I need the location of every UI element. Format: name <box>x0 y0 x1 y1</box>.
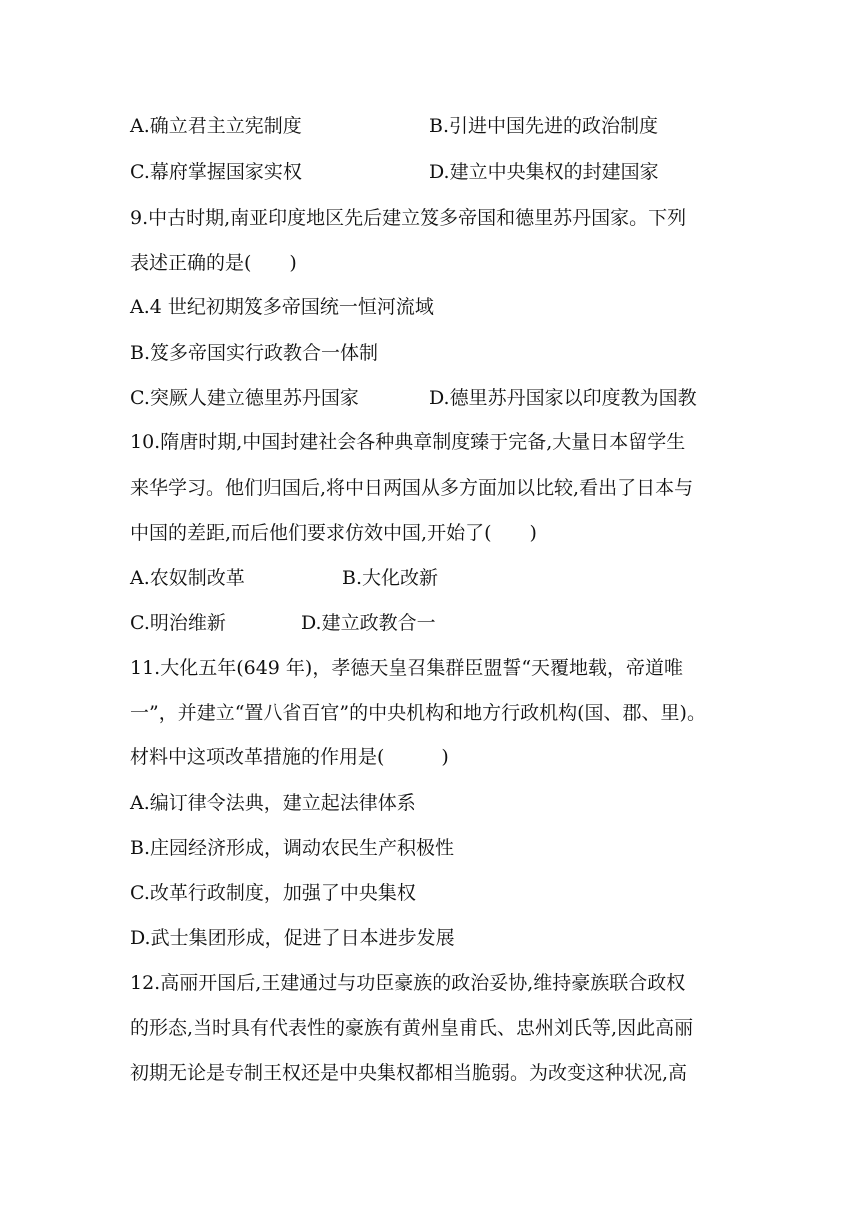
q8-option-d: D.建立中央集权的封建国家 <box>429 161 659 183</box>
q9-option-d: D.德里苏丹国家以印度教为国教 <box>429 387 697 409</box>
q10-option-a: A.农奴制改革 <box>130 567 245 589</box>
q12-stem-line2: 的形态,当时具有代表性的豪族有黄州皇甫氏、忠州刘氏等,因此高丽 <box>130 1017 694 1039</box>
q10-option-b: B.大化改新 <box>342 567 439 589</box>
q8-option-c: C.幕府掌握国家实权 <box>130 161 302 183</box>
q9-option-b: B.笈多帝国实行政教合一体制 <box>130 342 379 364</box>
q10-stem-line3: 中国的差距,而后他们要求仿效中国,开始了( ) <box>130 522 537 544</box>
q11-option-c: C.改革行政制度，加强了中央集权 <box>130 882 416 904</box>
q11-stem-line3: 材料中这项改革措施的作用是( ) <box>130 746 449 768</box>
q12-stem-line1: 12.高丽开国后,王建通过与功臣豪族的政治妥协,维持豪族联合政权 <box>130 972 686 994</box>
q11-option-a: A.编订律令法典，建立起法律体系 <box>130 792 416 814</box>
q9-option-a: A.4 世纪初期笈多帝国统一恒河流域 <box>130 296 434 318</box>
q8-option-a: A.确立君主立宪制度 <box>130 115 302 137</box>
q9-stem-line1: 9.中古时期,南亚印度地区先后建立笈多帝国和德里苏丹国家。下列 <box>130 207 687 229</box>
q8-option-b: B.引进中国先进的政治制度 <box>429 115 659 137</box>
q10-option-c: C.明治维新 <box>130 612 226 634</box>
q11-stem-line1: 11.大化五年(649 年)，孝德天皇召集群臣盟誓“天覆地载，帝道唯 <box>130 657 684 679</box>
q10-stem-line1: 10.隋唐时期,中国封建社会各种典章制度臻于完备,大量日本留学生 <box>130 431 686 453</box>
q11-option-b: B.庄园经济形成，调动农民生产积极性 <box>130 837 455 859</box>
q12-stem-line3: 初期无论是专制王权还是中央集权都相当脆弱。为改变这种状况,高 <box>130 1062 688 1084</box>
q9-option-c: C.突厥人建立德里苏丹国家 <box>130 387 359 409</box>
q11-stem-line2: 一”，并建立“置八省百官”的中央机构和地方行政机构(国、郡、里)。 <box>130 702 706 724</box>
q10-option-d: D.建立政教合一 <box>301 612 436 634</box>
q9-stem-line2: 表述正确的是( ) <box>130 252 297 274</box>
q11-option-d: D.武士集团形成，促进了日本进步发展 <box>130 927 455 949</box>
q10-stem-line2: 来华学习。他们归国后,将中日两国从多方面加以比较,看出了日本与 <box>130 477 694 499</box>
